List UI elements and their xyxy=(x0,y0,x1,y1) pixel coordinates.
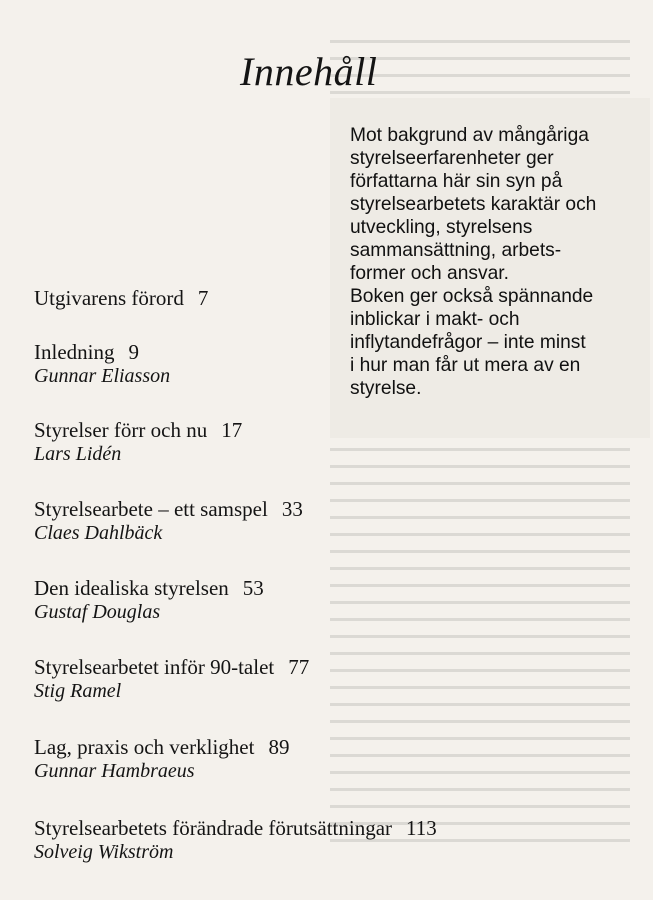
blurb-paragraph: Mot bakgrund av mångåriga styrelseerfarenheter ger författarna här sin syn på styrelsearbetets karaktär och utveckling, styrelsens sammansättning, arbets- former och ansvar. xyxy=(350,125,597,284)
page-number: 7 xyxy=(197,286,209,310)
toc-entry xyxy=(34,816,437,864)
page-number: 9 xyxy=(128,340,139,364)
toc-entry xyxy=(34,340,170,388)
toc-entry xyxy=(34,735,289,783)
page-number: 33 xyxy=(281,497,303,521)
blurb-box xyxy=(330,98,650,438)
toc-entry xyxy=(34,576,264,624)
page-number: 17 xyxy=(221,418,243,442)
page-number: 53 xyxy=(242,576,264,600)
blurb-paragraph: Boken ger också spännande inblickar i makt- och inflytandefrågor – inte minst i hur man får ut mera av en styrelse. xyxy=(350,286,594,399)
chapter-author: Stig Ramel xyxy=(34,680,122,702)
chapter-title: Styrelsearbetet inför 90-talet xyxy=(34,655,275,679)
chapter-title: Lag, praxis och verklighet xyxy=(34,735,255,759)
page-title: Innehåll xyxy=(240,49,378,94)
chapter-title: Utgivarens förord xyxy=(34,286,184,310)
chapter-author: Solveig Wikström xyxy=(34,841,174,863)
chapter-title: Den idealiska styrelsen xyxy=(34,576,229,600)
chapter-author: Gustaf Douglas xyxy=(34,601,161,623)
chapter-author: Claes Dahlbäck xyxy=(34,522,163,544)
page-number: 77 xyxy=(288,655,310,679)
chapter-title: Inledning xyxy=(34,340,115,364)
toc-entry xyxy=(34,286,208,310)
chapter-title: Styrelser förr och nu xyxy=(34,418,208,442)
toc-entry xyxy=(34,418,242,466)
chapter-author: Lars Lidén xyxy=(34,443,122,465)
page-number: 113 xyxy=(406,816,437,840)
chapter-title: Styrelsearbetets förändrade förutsättningar xyxy=(34,816,393,840)
toc-entry xyxy=(34,497,303,545)
chapter-title: Styrelsearbete – ett samspel xyxy=(34,497,268,521)
chapter-author: Gunnar Hambraeus xyxy=(34,760,195,782)
chapter-author: Gunnar Eliasson xyxy=(34,365,171,387)
toc-entry xyxy=(34,655,309,703)
page-number: 89 xyxy=(268,735,290,759)
